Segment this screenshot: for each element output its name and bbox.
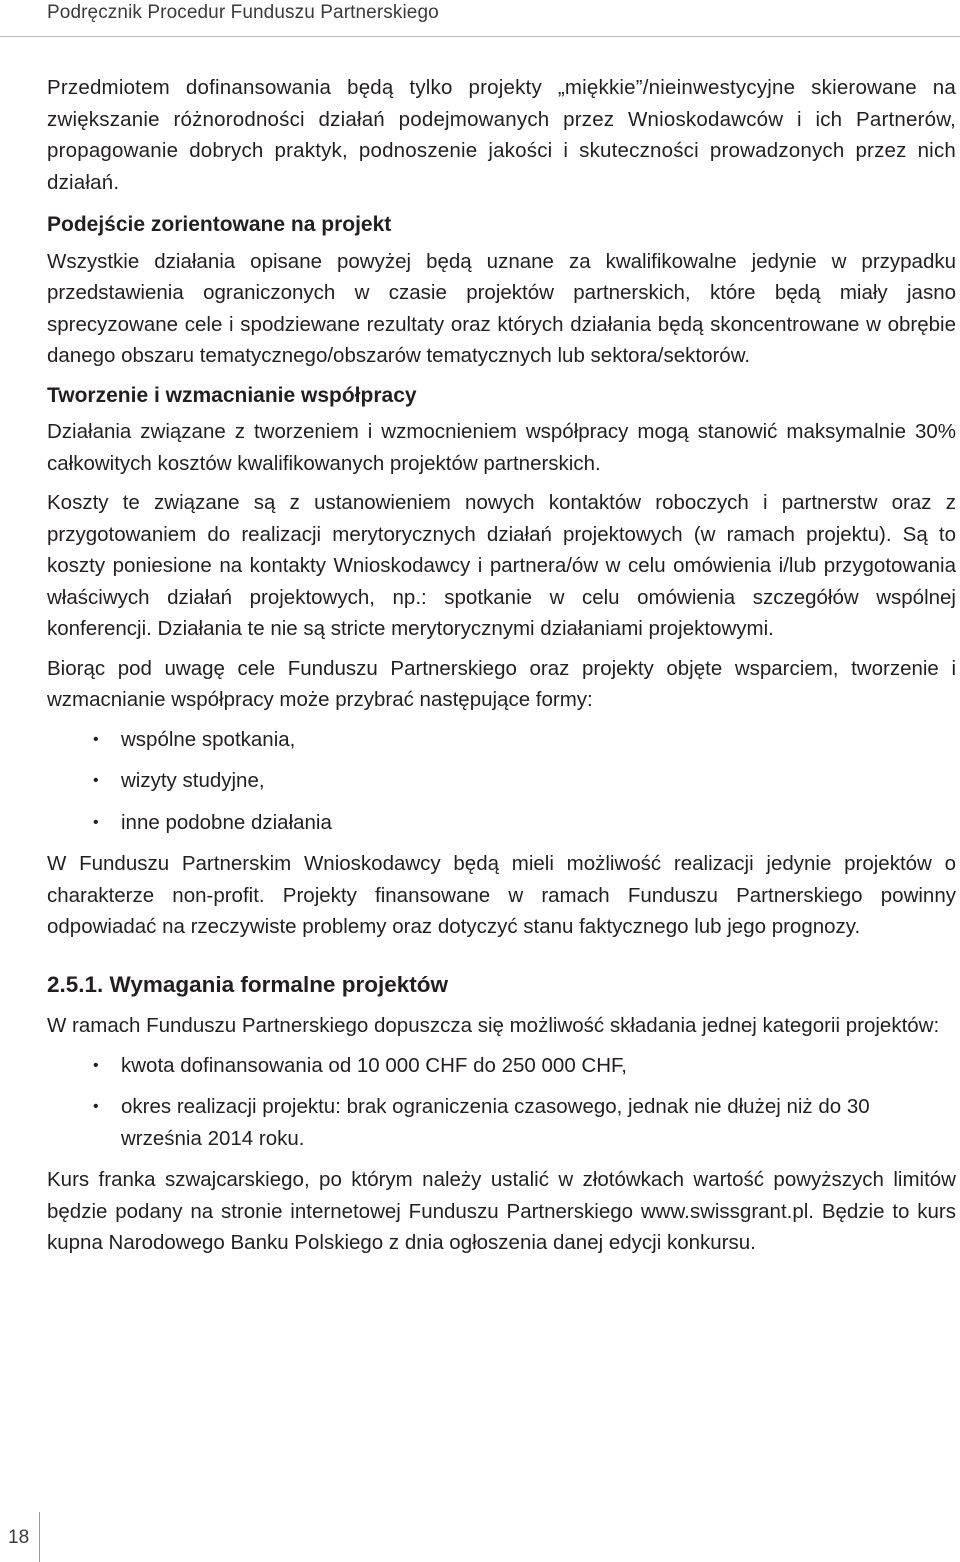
page-body <box>47 72 956 1267</box>
cooperation-paragraph-2: Koszty te związane są z ustanowieniem nowych kontaktów roboczych i partnerstw oraz z przygotowaniem do realizacji merytorycznych działań projektowych (w ramach projektu). Są to koszty poniesione na kontakty Wnioskodawcy i partnera/ów w celu omówienia i/lub przygotowania właściwych działań projektowych, np.: spotkanie w celu omówienia szczegółów wspólnej konferencji. Działania te nie są stricte merytorycznymi działaniami projektowymi. <box>47 491 956 640</box>
list-item-text: wspólne spotkania, <box>121 727 296 751</box>
list-item <box>47 724 956 756</box>
formal-requirements-paragraph-1: W ramach Funduszu Partnerskiego dopuszcza się możliwość składania jednej kategorii projektów: <box>47 1014 940 1037</box>
intro-paragraph: Przedmiotem dofinansowania będą tylko projekty „miękkie”/nieinwestycyjne skierowane na zwiększanie różnorodności działań podejmowanych przez Wnioskodawców i ich Partnerów, propagowanie dobrych praktyk, podnoszenie jakości i skuteczności prowadzonych przez nich działań. <box>47 76 956 194</box>
bullet-icon: • <box>93 813 99 831</box>
bullet-icon: • <box>93 730 99 748</box>
section-heading-project-approach: Podejście zorientowane na projekt <box>47 213 392 236</box>
list-item <box>47 807 956 839</box>
cooperation-paragraph-4: W Funduszu Partnerskim Wnioskodawcy będą mieli możliwość realizacji jedynie projektów o charakterze non-profit. Projekty finansowane w ramach Funduszu Partnerskiego powinny odpowiadać na rzeczywiste problemy oraz dotyczyć stanu faktycznego lub jego prognozy. <box>47 852 956 938</box>
formal-requirements-paragraph-2: Kurs franka szwajcarskiego, po którym należy ustalić w złotówkach wartość powyższych limitów będzie podany na stronie internetowej Funduszu Partnerskiego www.swissgrant.pl. Będzie to kurs kupna Narodowego Banku Polskiego z dnia ogłoszenia danej edycji konkursu. <box>47 1168 956 1254</box>
list-item <box>47 1091 956 1154</box>
section-heading-formal-requirements: 2.5.1. Wymagania formalne projektów <box>47 971 448 997</box>
cooperation-paragraph-1: Działania związane z tworzeniem i wzmocnieniem współpracy mogą stanowić maksymalnie 30% całkowitych kosztów kwalifikowanych projektów partnerskich. <box>47 420 956 475</box>
page-number: 18 <box>8 1527 30 1548</box>
section-heading-cooperation: Tworzenie i wzmacnianie współpracy <box>47 383 417 407</box>
section-project-approach-paragraph: Wszystkie działania opisane powyżej będą uznane za kwalifikowalne jedynie w przypadku przedstawienia ograniczonych w czasie projektów partnerskich, które będą miały jasno sprecyzowane cele i spodziewane rezultaty oraz których działania będą skoncentrowane w obrębie danego obszaru tematycznego/obszarów tematycznych lub sektora/sektorów. <box>47 249 956 367</box>
bullet-icon: • <box>93 772 99 789</box>
list-item-text: kwota dofinansowania od 10 000 CHF do 250 000 CHF, <box>121 1053 627 1077</box>
bullet-icon: • <box>93 1098 99 1115</box>
header-divider <box>0 36 960 37</box>
cooperation-paragraph-3: Biorąc pod uwagę cele Funduszu Partnerskiego oraz projekty objęte wsparciem, tworzenie i wzmacnianie współpracy może przybrać następujące formy: <box>47 656 956 711</box>
list-item <box>47 765 956 797</box>
bullet-icon: • <box>93 1056 99 1074</box>
list-item-text: okres realizacji projektu: brak ograniczenia czasowego, jednak nie dłużej niż do 30 września 2014 roku. <box>121 1095 870 1150</box>
cooperation-forms-list <box>47 724 956 839</box>
formal-requirements-list <box>47 1050 956 1155</box>
running-header-title: Podręcznik Procedur Funduszu Partnerskiego <box>47 2 439 23</box>
list-item-text: wizyty studyjne, <box>121 769 265 792</box>
list-item <box>47 1050 956 1082</box>
list-item-text: inne podobne działania <box>121 810 332 834</box>
